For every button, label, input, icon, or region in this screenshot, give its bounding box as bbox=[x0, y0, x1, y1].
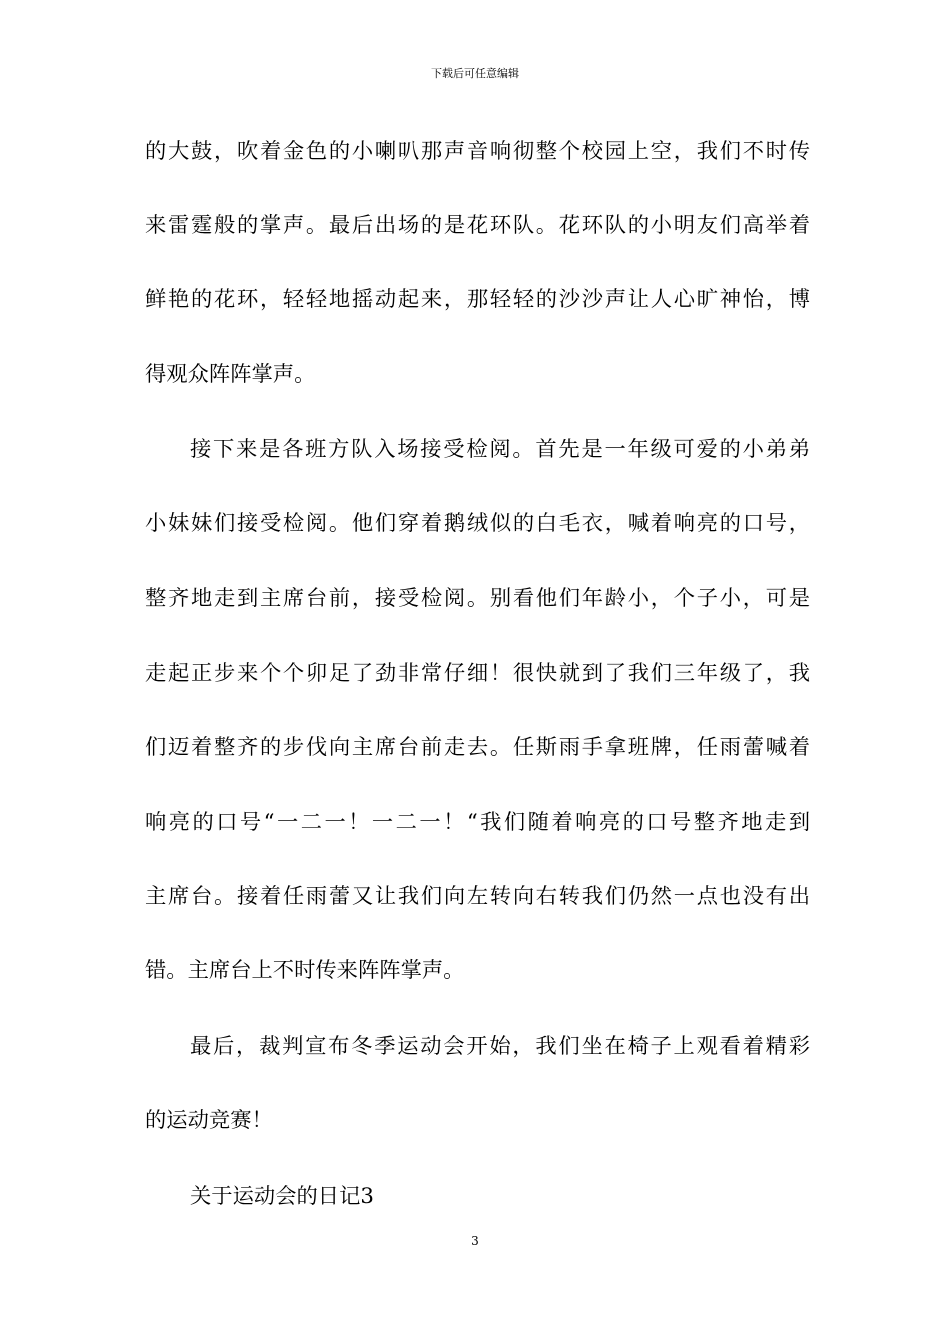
text-line: 鲜艳的花环，轻轻地摇动起来，那轻轻的沙沙声让人心旷神怡，博 bbox=[145, 287, 810, 312]
text-line: 小妹妹们接受检阅。他们穿着鹅绒似的白毛衣，喊着响亮的口号， bbox=[145, 511, 810, 536]
text-line: 响亮的口号“一二一！一二一！“我们随着响亮的口号整齐地走到 bbox=[145, 810, 810, 835]
text-line: 来雷霆般的掌声。最后出场的是花环队。花环队的小明友们高举着 bbox=[145, 213, 810, 238]
text-line: 最后，裁判宣布冬季运动会开始，我们坐在椅子上观看着精彩 bbox=[190, 1034, 810, 1059]
text-line: 得观众阵阵掌声。 bbox=[145, 362, 316, 387]
text-line: 接下来是各班方队入场接受检阅。首先是一年级可爱的小弟弟 bbox=[190, 437, 810, 462]
text-line: 的运动竞赛！ bbox=[145, 1108, 273, 1133]
text-line: 整齐地走到主席台前，接受检阅。别看他们年龄小，个子小，可是 bbox=[145, 586, 810, 611]
text-line: 关于运动会的日记3 bbox=[190, 1184, 374, 1209]
text-line: 主席台。接着任雨蕾又让我们向左转向右转我们仍然一点也没有出 bbox=[145, 884, 810, 909]
text-line: 走起正步来个个卯足了劲非常仔细！很快就到了我们三年级了，我 bbox=[145, 661, 810, 686]
page-header: 下载后可任意编辑 bbox=[431, 67, 519, 80]
text-line: 们迈着整齐的步伐向主席台前走去。任斯雨手拿班牌，任雨蕾喊着 bbox=[145, 735, 810, 760]
page-number: 3 bbox=[471, 1234, 479, 1248]
text-line: 错。主席台上不时传来阵阵掌声。 bbox=[145, 958, 465, 983]
text-line: 的大鼓，吹着金色的小喇叭那声音响彻整个校园上空，我们不时传 bbox=[145, 139, 810, 164]
